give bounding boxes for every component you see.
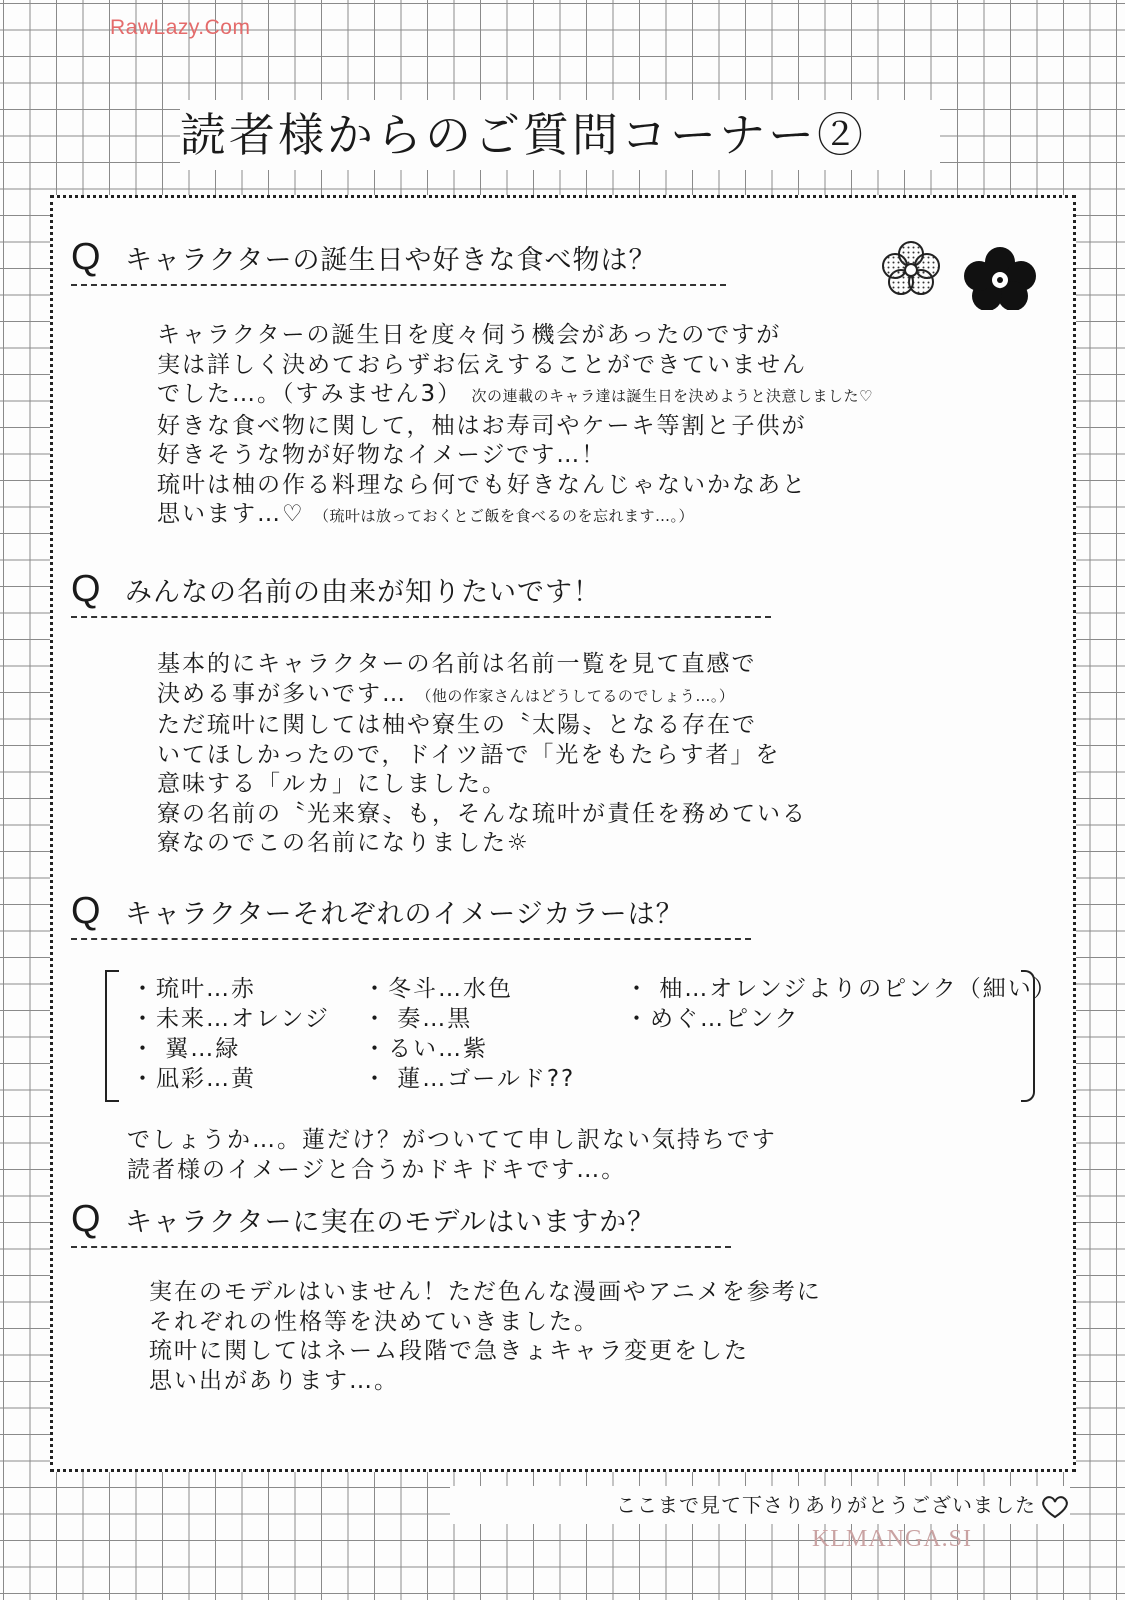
site-watermark: KLMANGA.SI bbox=[812, 1526, 972, 1552]
answer-line: キャラクターの誕生日を度々伺う機会があったのですが bbox=[157, 322, 782, 348]
question-3 bbox=[71, 890, 684, 933]
question-1-text: キャラクターの誕生日や好きな食べ物は？ bbox=[125, 245, 657, 276]
answer-line: 好きな食べ物に関して，柚はお寿司やケーキ等割と子供が bbox=[157, 412, 807, 439]
answer-line bbox=[157, 380, 873, 412]
answer-line: 基本的にキャラクターの名前は名前一覧を見て直感で bbox=[157, 651, 757, 677]
color-column-2 bbox=[363, 974, 575, 1094]
answer-line: 寮の名前の〝光来寮〟も，そんな琉叶が責任を務めている bbox=[157, 800, 807, 827]
closing-message bbox=[450, 1486, 1070, 1524]
answer-line bbox=[157, 500, 873, 532]
answer-line: 読者様のイメージと合うかドキドキです…。 bbox=[127, 1156, 627, 1183]
answer-1 bbox=[157, 321, 873, 532]
answer-line: ただ琉叶に関しては柚や寮生の〝太陽〟となる存在で bbox=[157, 712, 757, 738]
color-item: ・未来…オレンジ bbox=[131, 1006, 330, 1032]
question-2-text: みんなの名前の由来が知りたいです！ bbox=[125, 577, 601, 608]
question-3-underline bbox=[71, 938, 751, 940]
answer-line: 琉叶は柚の作る料理なら何でも好きなんじゃないかなあと bbox=[157, 471, 807, 498]
answer-text: 思います…♡ bbox=[157, 501, 305, 527]
question-4 bbox=[71, 1198, 655, 1241]
answer-text: でした…。（すみません3） bbox=[157, 381, 463, 407]
image-color-list bbox=[105, 970, 1058, 1110]
q-mark: Q bbox=[71, 1198, 101, 1240]
page-title: 読者様からのご質問コーナー② bbox=[180, 100, 940, 170]
heart-icon bbox=[1040, 1495, 1070, 1519]
answer-line: 琉叶に関してはネーム段階で急きょキャラ変更をした bbox=[149, 1338, 749, 1364]
q-mark: Q bbox=[71, 890, 101, 932]
question-1 bbox=[71, 236, 656, 279]
question-2 bbox=[71, 568, 601, 611]
q-mark: Q bbox=[71, 236, 101, 278]
color-item: ・冬斗…水色 bbox=[363, 976, 513, 1002]
side-note: （琉叶は放っておくとご飯を食べるのを忘れます…。） bbox=[313, 507, 694, 525]
color-item: ・凪彩…黄 bbox=[131, 1066, 256, 1092]
answer-line: でしょうか…。蓮だけ？がついてて申し訳ない気持ちです bbox=[127, 1127, 777, 1153]
answer-2 bbox=[157, 650, 807, 859]
answer-line: 思い出があります…。 bbox=[149, 1367, 399, 1394]
answer-text: 決める事が多いです… bbox=[157, 680, 407, 707]
qa-panel bbox=[50, 195, 1076, 1472]
side-note: （他の作家さんはどうしてるのでしょう…。） bbox=[416, 686, 735, 705]
black-flower-icon bbox=[963, 246, 1037, 310]
answer-line: 実在のモデルはいません！ただ色んな漫画やアニメを参考に bbox=[149, 1279, 822, 1305]
side-note: 次の連載のキャラ達は誕生日を決めようと決意しました♡ bbox=[471, 387, 873, 405]
q-mark: Q bbox=[71, 568, 101, 610]
answer-line: 好きそうな物が好物なイメージです…！ bbox=[157, 442, 607, 468]
question-1-underline bbox=[71, 284, 726, 286]
answer-4 bbox=[149, 1278, 822, 1396]
answer-line: 意味する「ルカ」にしました。 bbox=[157, 771, 507, 797]
closing-text: ここまで見て下さりありがとうございました bbox=[616, 1493, 1036, 1517]
answer-line: いてほしかったので，ドイツ語で「光をもたらす者」を bbox=[157, 741, 781, 768]
answer-line: それぞれの性格等を決めていきました。 bbox=[149, 1308, 599, 1335]
question-3-text: キャラクターそれぞれのイメージカラーは？ bbox=[125, 899, 684, 930]
color-item: ・るい…紫 bbox=[363, 1036, 488, 1062]
color-item: ・ 蓮…ゴールド?? bbox=[363, 1066, 576, 1092]
question-4-text: キャラクターに実在のモデルはいますか？ bbox=[125, 1207, 656, 1238]
color-column-1 bbox=[131, 974, 330, 1094]
dotted-flower-icon bbox=[881, 240, 941, 295]
answer-line bbox=[157, 680, 807, 712]
color-item: ・ 翼…緑 bbox=[131, 1036, 241, 1062]
answer-line: 実は詳しく決めておらずお伝えすることができていません bbox=[157, 351, 807, 378]
question-2-underline bbox=[71, 616, 771, 618]
color-column-3 bbox=[625, 974, 1058, 1034]
answer-line: 寮なのでこの名前になりました☼ bbox=[157, 830, 530, 856]
color-item: ・ 奏…黒 bbox=[363, 1006, 473, 1032]
question-4-underline bbox=[71, 1246, 731, 1248]
bracket-left bbox=[105, 970, 119, 1102]
color-item: ・琉叶…赤 bbox=[131, 976, 256, 1002]
color-item: ・めぐ…ピンク bbox=[625, 1006, 800, 1032]
answer-3 bbox=[127, 1126, 777, 1185]
watermark: RawLazy.Com bbox=[110, 16, 251, 39]
color-item: ・ 柚…オレンジよりのピンク（細い） bbox=[625, 976, 1058, 1002]
